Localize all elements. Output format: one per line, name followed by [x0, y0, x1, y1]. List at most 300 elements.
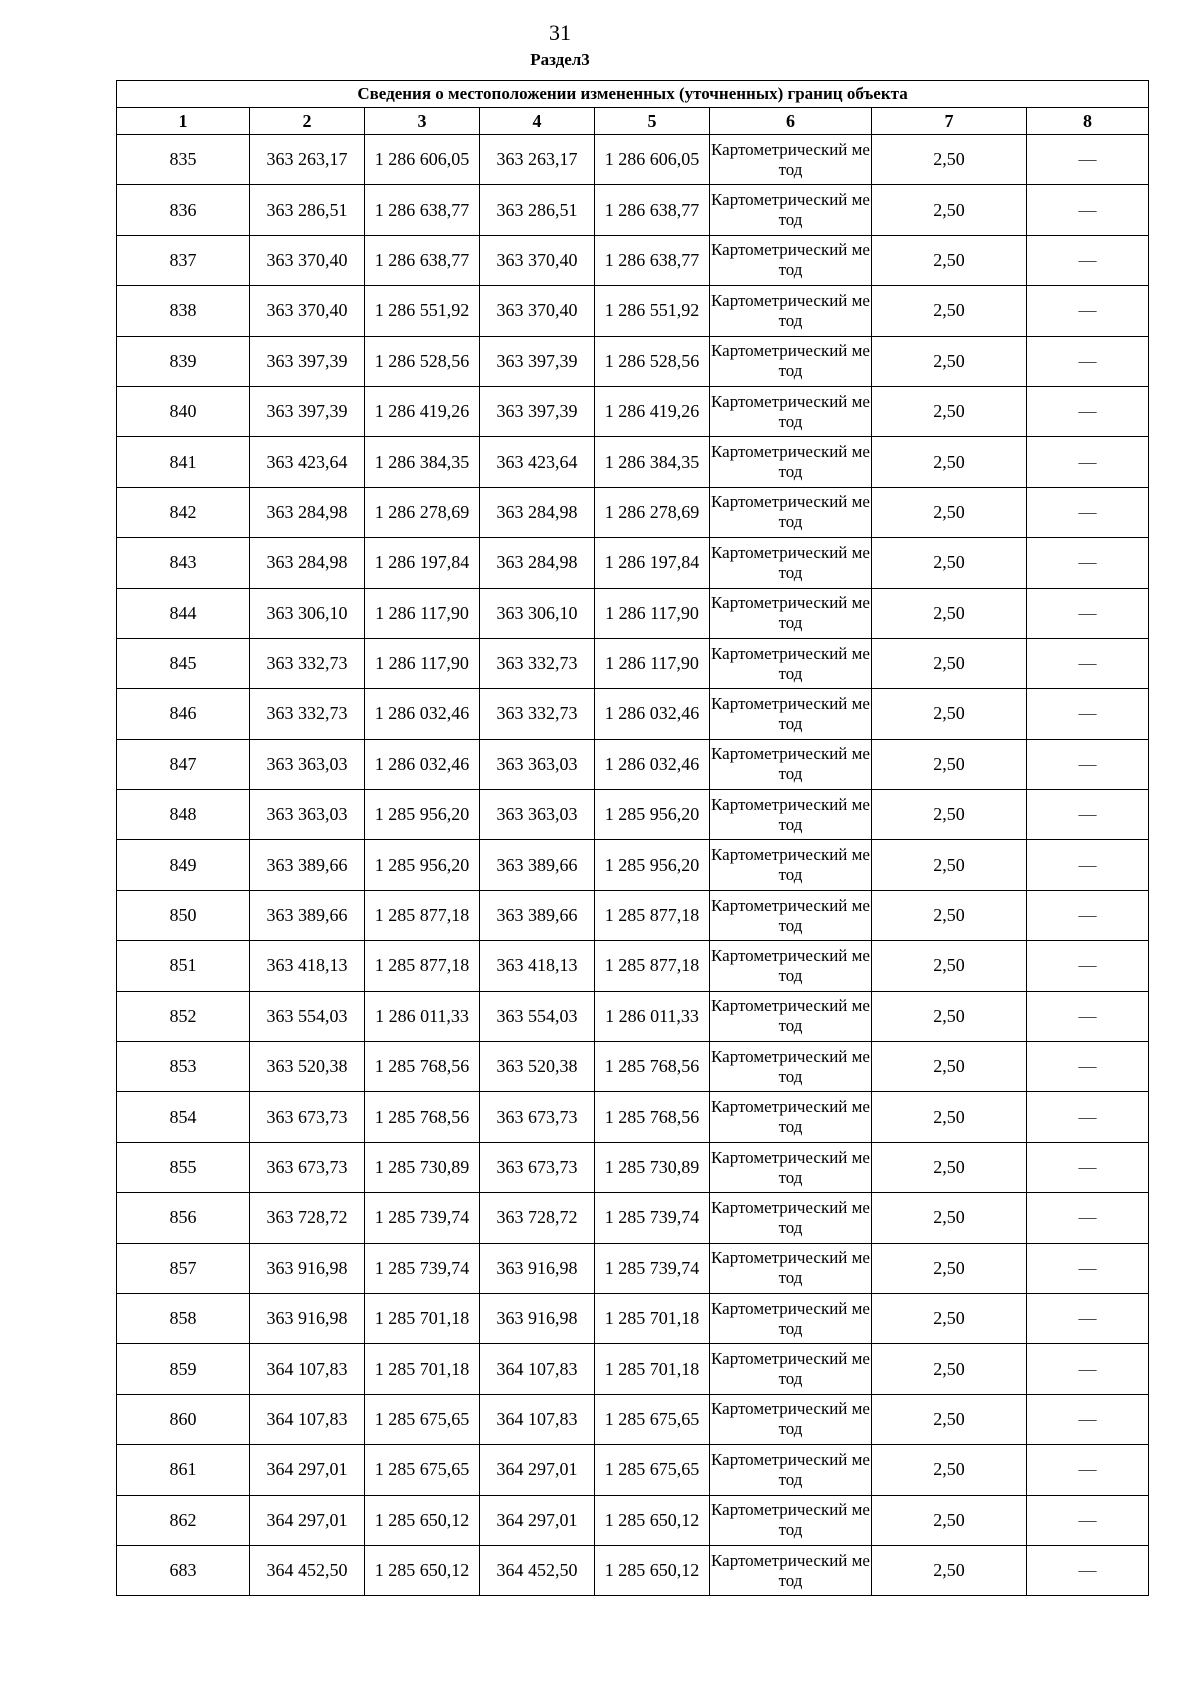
cell-method	[710, 790, 872, 840]
method-text: Картометрический метод	[711, 240, 870, 280]
table-row	[117, 991, 1149, 1041]
cell-point-number: 860	[117, 1394, 250, 1444]
cell-method	[710, 1394, 872, 1444]
cell-accuracy: 2,50	[872, 336, 1027, 386]
cell-y-existing: 1 286 197,84	[365, 538, 480, 588]
cell-description: —	[1027, 638, 1149, 688]
cell-y-refined: 1 286 197,84	[595, 538, 710, 588]
cell-method	[710, 538, 872, 588]
table-caption: Сведения о местоположении измененных (уточненных) границ объекта	[117, 81, 1149, 108]
cell-x-existing: 363 332,73	[250, 689, 365, 739]
cell-description: —	[1027, 790, 1149, 840]
cell-description: —	[1027, 1545, 1149, 1595]
cell-y-refined: 1 285 675,65	[595, 1445, 710, 1495]
cell-y-existing: 1 286 419,26	[365, 386, 480, 436]
cell-x-existing: 364 452,50	[250, 1545, 365, 1595]
cell-x-refined: 363 332,73	[480, 689, 595, 739]
cell-x-existing: 363 673,73	[250, 1142, 365, 1192]
cell-x-refined: 363 332,73	[480, 638, 595, 688]
boundary-coordinates-table	[116, 80, 1149, 1596]
cell-x-refined: 363 916,98	[480, 1243, 595, 1293]
cell-y-refined: 1 285 675,65	[595, 1394, 710, 1444]
cell-point-number: 858	[117, 1293, 250, 1343]
column-header-8: 8	[1027, 108, 1149, 135]
table-row	[117, 135, 1149, 185]
cell-x-existing: 364 297,01	[250, 1445, 365, 1495]
cell-y-refined: 1 285 739,74	[595, 1243, 710, 1293]
cell-accuracy: 2,50	[872, 689, 1027, 739]
cell-method	[710, 1042, 872, 1092]
cell-accuracy: 2,50	[872, 638, 1027, 688]
cell-x-existing: 363 520,38	[250, 1042, 365, 1092]
cell-x-existing: 363 916,98	[250, 1293, 365, 1343]
method-text: Картометрический метод	[711, 1147, 870, 1187]
column-header-3: 3	[365, 108, 480, 135]
method-text: Картометрический метод	[711, 1046, 870, 1086]
table-row	[117, 1495, 1149, 1545]
method-text: Картометрический метод	[711, 1248, 870, 1288]
cell-y-existing: 1 286 032,46	[365, 689, 480, 739]
column-header-7: 7	[872, 108, 1027, 135]
method-text: Картометрический метод	[711, 190, 870, 230]
cell-accuracy: 2,50	[872, 487, 1027, 537]
cell-method	[710, 336, 872, 386]
method-text: Картометрический метод	[711, 1500, 870, 1540]
method-text: Картометрический метод	[711, 1197, 870, 1237]
cell-x-existing: 363 286,51	[250, 185, 365, 235]
table-row	[117, 689, 1149, 739]
cell-method	[710, 638, 872, 688]
cell-description: —	[1027, 487, 1149, 537]
cell-x-refined: 363 520,38	[480, 1042, 595, 1092]
cell-x-existing: 363 728,72	[250, 1193, 365, 1243]
cell-y-existing: 1 285 768,56	[365, 1042, 480, 1092]
cell-description: —	[1027, 185, 1149, 235]
cell-y-refined: 1 286 117,90	[595, 638, 710, 688]
cell-y-existing: 1 285 956,20	[365, 790, 480, 840]
cell-x-refined: 364 297,01	[480, 1445, 595, 1495]
cell-y-refined: 1 285 768,56	[595, 1092, 710, 1142]
table-row	[117, 386, 1149, 436]
section-title: Раздел3	[530, 50, 590, 69]
table-row	[117, 1344, 1149, 1394]
table-row	[117, 1142, 1149, 1192]
cell-method	[710, 135, 872, 185]
cell-y-refined: 1 286 606,05	[595, 135, 710, 185]
method-text: Картометрический метод	[711, 693, 870, 733]
table-row	[117, 336, 1149, 386]
cell-y-existing: 1 286 551,92	[365, 286, 480, 336]
cell-point-number: 847	[117, 739, 250, 789]
cell-accuracy: 2,50	[872, 941, 1027, 991]
method-text: Картометрический метод	[711, 1097, 870, 1137]
cell-y-refined: 1 285 701,18	[595, 1344, 710, 1394]
cell-x-existing: 363 284,98	[250, 487, 365, 537]
cell-method	[710, 386, 872, 436]
cell-x-existing: 363 332,73	[250, 638, 365, 688]
cell-accuracy: 2,50	[872, 1445, 1027, 1495]
cell-description: —	[1027, 235, 1149, 285]
cell-description: —	[1027, 1344, 1149, 1394]
table-row	[117, 487, 1149, 537]
method-text: Картометрический метод	[711, 744, 870, 784]
cell-description: —	[1027, 538, 1149, 588]
cell-description: —	[1027, 739, 1149, 789]
cell-x-refined: 363 389,66	[480, 840, 595, 890]
cell-point-number: 849	[117, 840, 250, 890]
cell-method	[710, 437, 872, 487]
cell-y-refined: 1 286 032,46	[595, 689, 710, 739]
cell-y-existing: 1 286 606,05	[365, 135, 480, 185]
cell-point-number: 861	[117, 1445, 250, 1495]
method-text: Картометрический метод	[711, 442, 870, 482]
cell-accuracy: 2,50	[872, 286, 1027, 336]
cell-method	[710, 487, 872, 537]
cell-x-refined: 363 423,64	[480, 437, 595, 487]
cell-method	[710, 1193, 872, 1243]
method-text: Картометрический метод	[711, 139, 870, 179]
cell-x-refined: 363 370,40	[480, 286, 595, 336]
cell-x-existing: 363 389,66	[250, 890, 365, 940]
cell-description: —	[1027, 286, 1149, 336]
cell-x-existing: 363 916,98	[250, 1243, 365, 1293]
cell-x-refined: 363 363,03	[480, 790, 595, 840]
cell-method	[710, 1545, 872, 1595]
method-text: Картометрический метод	[711, 1298, 870, 1338]
cell-x-refined: 363 554,03	[480, 991, 595, 1041]
cell-y-refined: 1 286 117,90	[595, 588, 710, 638]
cell-accuracy: 2,50	[872, 538, 1027, 588]
cell-description: —	[1027, 1092, 1149, 1142]
cell-accuracy: 2,50	[872, 588, 1027, 638]
cell-method	[710, 739, 872, 789]
cell-x-refined: 363 286,51	[480, 185, 595, 235]
cell-accuracy: 2,50	[872, 1545, 1027, 1595]
cell-x-existing: 363 423,64	[250, 437, 365, 487]
cell-point-number: 856	[117, 1193, 250, 1243]
cell-y-existing: 1 286 528,56	[365, 336, 480, 386]
cell-accuracy: 2,50	[872, 437, 1027, 487]
cell-point-number: 850	[117, 890, 250, 940]
cell-point-number: 838	[117, 286, 250, 336]
cell-y-refined: 1 286 278,69	[595, 487, 710, 537]
cell-y-existing: 1 286 278,69	[365, 487, 480, 537]
cell-description: —	[1027, 386, 1149, 436]
cell-x-refined: 363 916,98	[480, 1293, 595, 1343]
cell-point-number: 842	[117, 487, 250, 537]
cell-point-number: 853	[117, 1042, 250, 1092]
method-text: Картометрический метод	[711, 895, 870, 935]
method-text: Картометрический метод	[711, 794, 870, 834]
cell-y-refined: 1 285 650,12	[595, 1545, 710, 1595]
method-text: Картометрический метод	[711, 845, 870, 885]
cell-point-number: 841	[117, 437, 250, 487]
cell-accuracy: 2,50	[872, 1394, 1027, 1444]
table-row	[117, 1545, 1149, 1595]
cell-x-existing: 363 370,40	[250, 286, 365, 336]
cell-x-existing: 363 370,40	[250, 235, 365, 285]
method-text: Картометрический метод	[711, 542, 870, 582]
table-row	[117, 638, 1149, 688]
cell-x-refined: 363 397,39	[480, 386, 595, 436]
table-row	[117, 890, 1149, 940]
cell-y-existing: 1 285 768,56	[365, 1092, 480, 1142]
cell-x-refined: 364 107,83	[480, 1394, 595, 1444]
cell-point-number: 862	[117, 1495, 250, 1545]
cell-y-refined: 1 285 730,89	[595, 1142, 710, 1192]
cell-point-number: 848	[117, 790, 250, 840]
cell-x-refined: 363 673,73	[480, 1142, 595, 1192]
cell-description: —	[1027, 1445, 1149, 1495]
cell-x-refined: 363 284,98	[480, 538, 595, 588]
cell-method	[710, 1344, 872, 1394]
cell-x-existing: 363 389,66	[250, 840, 365, 890]
cell-point-number: 845	[117, 638, 250, 688]
cell-x-refined: 363 728,72	[480, 1193, 595, 1243]
cell-description: —	[1027, 1193, 1149, 1243]
table-row	[117, 437, 1149, 487]
cell-y-existing: 1 285 877,18	[365, 941, 480, 991]
cell-point-number: 852	[117, 991, 250, 1041]
cell-y-existing: 1 285 650,12	[365, 1495, 480, 1545]
cell-y-refined: 1 285 701,18	[595, 1293, 710, 1343]
table-row	[117, 790, 1149, 840]
cell-accuracy: 2,50	[872, 890, 1027, 940]
cell-description: —	[1027, 588, 1149, 638]
cell-point-number: 840	[117, 386, 250, 436]
cell-point-number: 854	[117, 1092, 250, 1142]
cell-y-existing: 1 286 638,77	[365, 185, 480, 235]
cell-y-existing: 1 285 739,74	[365, 1193, 480, 1243]
cell-y-refined: 1 285 650,12	[595, 1495, 710, 1545]
cell-y-existing: 1 285 701,18	[365, 1293, 480, 1343]
cell-method	[710, 286, 872, 336]
cell-description: —	[1027, 336, 1149, 386]
cell-y-refined: 1 286 032,46	[595, 739, 710, 789]
cell-x-existing: 363 673,73	[250, 1092, 365, 1142]
table-row	[117, 840, 1149, 890]
cell-y-existing: 1 285 650,12	[365, 1545, 480, 1595]
cell-point-number: 843	[117, 538, 250, 588]
table-row	[117, 1193, 1149, 1243]
cell-method	[710, 1142, 872, 1192]
cell-point-number: 835	[117, 135, 250, 185]
cell-method	[710, 185, 872, 235]
cell-method	[710, 1092, 872, 1142]
cell-y-existing: 1 285 877,18	[365, 890, 480, 940]
cell-x-existing: 364 297,01	[250, 1495, 365, 1545]
cell-x-refined: 363 363,03	[480, 739, 595, 789]
cell-point-number: 851	[117, 941, 250, 991]
cell-description: —	[1027, 1243, 1149, 1293]
cell-point-number: 837	[117, 235, 250, 285]
cell-x-refined: 363 263,17	[480, 135, 595, 185]
cell-method	[710, 991, 872, 1041]
column-header-1: 1	[117, 108, 250, 135]
cell-point-number: 683	[117, 1545, 250, 1595]
table-body	[117, 135, 1149, 1596]
cell-y-existing: 1 286 384,35	[365, 437, 480, 487]
cell-accuracy: 2,50	[872, 1042, 1027, 1092]
cell-y-refined: 1 286 638,77	[595, 185, 710, 235]
cell-x-existing: 363 397,39	[250, 386, 365, 436]
table-row	[117, 941, 1149, 991]
method-text: Картометрический метод	[711, 945, 870, 985]
table-row	[117, 538, 1149, 588]
cell-y-refined: 1 285 768,56	[595, 1042, 710, 1092]
table-row	[117, 1243, 1149, 1293]
cell-x-existing: 363 306,10	[250, 588, 365, 638]
cell-y-existing: 1 285 701,18	[365, 1344, 480, 1394]
cell-y-existing: 1 286 117,90	[365, 588, 480, 638]
cell-y-existing: 1 285 730,89	[365, 1142, 480, 1192]
cell-y-refined: 1 286 011,33	[595, 991, 710, 1041]
cell-accuracy: 2,50	[872, 840, 1027, 890]
cell-x-refined: 363 673,73	[480, 1092, 595, 1142]
cell-point-number: 836	[117, 185, 250, 235]
page-number: 31	[549, 20, 571, 45]
cell-method	[710, 1293, 872, 1343]
cell-accuracy: 2,50	[872, 1092, 1027, 1142]
cell-x-existing: 363 418,13	[250, 941, 365, 991]
cell-method	[710, 235, 872, 285]
method-text: Картометрический метод	[711, 1550, 870, 1590]
cell-x-existing: 364 107,83	[250, 1394, 365, 1444]
cell-y-refined: 1 285 877,18	[595, 941, 710, 991]
cell-method	[710, 1445, 872, 1495]
cell-accuracy: 2,50	[872, 1495, 1027, 1545]
cell-y-existing: 1 286 011,33	[365, 991, 480, 1041]
cell-y-existing: 1 285 675,65	[365, 1394, 480, 1444]
cell-x-existing: 363 554,03	[250, 991, 365, 1041]
table-row	[117, 1042, 1149, 1092]
cell-x-refined: 363 370,40	[480, 235, 595, 285]
cell-y-refined: 1 285 739,74	[595, 1193, 710, 1243]
method-text: Картометрический метод	[711, 1399, 870, 1439]
cell-point-number: 844	[117, 588, 250, 638]
cell-x-refined: 364 297,01	[480, 1495, 595, 1545]
cell-description: —	[1027, 1495, 1149, 1545]
table-row	[117, 1445, 1149, 1495]
column-header-6: 6	[710, 108, 872, 135]
table-row	[117, 1394, 1149, 1444]
cell-method	[710, 941, 872, 991]
cell-accuracy: 2,50	[872, 1142, 1027, 1192]
cell-method	[710, 1243, 872, 1293]
cell-y-refined: 1 286 551,92	[595, 286, 710, 336]
cell-point-number: 839	[117, 336, 250, 386]
cell-description: —	[1027, 1142, 1149, 1192]
table-row	[117, 185, 1149, 235]
cell-point-number: 857	[117, 1243, 250, 1293]
cell-x-refined: 364 107,83	[480, 1344, 595, 1394]
cell-accuracy: 2,50	[872, 135, 1027, 185]
cell-x-existing: 363 363,03	[250, 790, 365, 840]
cell-description: —	[1027, 689, 1149, 739]
cell-description: —	[1027, 840, 1149, 890]
cell-x-refined: 363 397,39	[480, 336, 595, 386]
cell-accuracy: 2,50	[872, 386, 1027, 436]
cell-y-refined: 1 285 877,18	[595, 890, 710, 940]
table-row	[117, 286, 1149, 336]
cell-x-refined: 363 306,10	[480, 588, 595, 638]
cell-description: —	[1027, 1042, 1149, 1092]
table-row	[117, 235, 1149, 285]
cell-y-existing: 1 286 638,77	[365, 235, 480, 285]
cell-accuracy: 2,50	[872, 739, 1027, 789]
cell-method	[710, 689, 872, 739]
cell-description: —	[1027, 135, 1149, 185]
cell-y-existing: 1 285 956,20	[365, 840, 480, 890]
cell-accuracy: 2,50	[872, 1243, 1027, 1293]
cell-x-existing: 363 284,98	[250, 538, 365, 588]
method-text: Картометрический метод	[711, 290, 870, 330]
cell-accuracy: 2,50	[872, 235, 1027, 285]
cell-description: —	[1027, 991, 1149, 1041]
cell-x-existing: 364 107,83	[250, 1344, 365, 1394]
column-header-row	[117, 108, 1149, 135]
method-text: Картометрический метод	[711, 996, 870, 1036]
cell-y-refined: 1 286 384,35	[595, 437, 710, 487]
table-row	[117, 739, 1149, 789]
cell-accuracy: 2,50	[872, 185, 1027, 235]
cell-point-number: 859	[117, 1344, 250, 1394]
cell-y-refined: 1 286 638,77	[595, 235, 710, 285]
column-header-2: 2	[250, 108, 365, 135]
cell-x-refined: 363 389,66	[480, 890, 595, 940]
cell-accuracy: 2,50	[872, 1193, 1027, 1243]
cell-method	[710, 890, 872, 940]
cell-method	[710, 588, 872, 638]
cell-y-refined: 1 285 956,20	[595, 840, 710, 890]
cell-x-existing: 363 263,17	[250, 135, 365, 185]
cell-y-refined: 1 286 528,56	[595, 336, 710, 386]
cell-description: —	[1027, 1293, 1149, 1343]
cell-description: —	[1027, 941, 1149, 991]
cell-description: —	[1027, 437, 1149, 487]
method-text: Картометрический метод	[711, 492, 870, 532]
cell-x-refined: 364 452,50	[480, 1545, 595, 1595]
cell-y-existing: 1 285 675,65	[365, 1445, 480, 1495]
cell-accuracy: 2,50	[872, 1293, 1027, 1343]
cell-method	[710, 1495, 872, 1545]
method-text: Картометрический метод	[711, 643, 870, 683]
cell-accuracy: 2,50	[872, 1344, 1027, 1394]
cell-description: —	[1027, 890, 1149, 940]
method-text: Картометрический метод	[711, 341, 870, 381]
column-header-4: 4	[480, 108, 595, 135]
cell-x-existing: 363 397,39	[250, 336, 365, 386]
method-text: Картометрический метод	[711, 593, 870, 633]
method-text: Картометрический метод	[711, 391, 870, 431]
cell-y-existing: 1 285 739,74	[365, 1243, 480, 1293]
cell-accuracy: 2,50	[872, 991, 1027, 1041]
cell-y-refined: 1 285 956,20	[595, 790, 710, 840]
cell-x-existing: 363 363,03	[250, 739, 365, 789]
cell-point-number: 855	[117, 1142, 250, 1192]
method-text: Картометрический метод	[711, 1349, 870, 1389]
cell-x-refined: 363 284,98	[480, 487, 595, 537]
method-text: Картометрический метод	[711, 1449, 870, 1489]
table-row	[117, 588, 1149, 638]
cell-method	[710, 840, 872, 890]
column-header-5: 5	[595, 108, 710, 135]
cell-y-existing: 1 286 032,46	[365, 739, 480, 789]
table-row	[117, 1092, 1149, 1142]
table-row	[117, 1293, 1149, 1343]
cell-point-number: 846	[117, 689, 250, 739]
cell-y-refined: 1 286 419,26	[595, 386, 710, 436]
